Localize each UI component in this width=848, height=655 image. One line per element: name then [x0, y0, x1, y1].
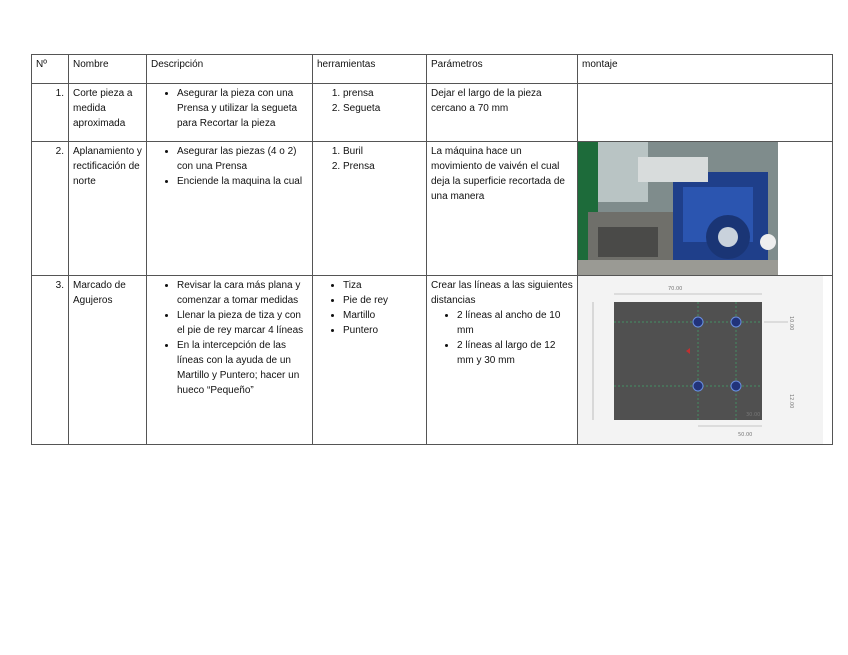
list-item: • Asegurar la pieza con una Prensa y utilizar la segueta para Recortar la pieza — [177, 86, 308, 131]
list-item: • Asegurar las piezas (4 o 2) con una Prensa — [177, 144, 308, 174]
machine-photo — [578, 142, 778, 275]
header-no: Nº — [32, 55, 69, 84]
row-parametros — [427, 276, 578, 445]
dim-label: 30.00 — [746, 412, 761, 418]
technical-drawing — [578, 276, 823, 444]
table-row — [32, 84, 833, 142]
row-descripcion — [147, 276, 313, 445]
dim-label: 50.00 — [738, 432, 753, 438]
list-item: • Enciende la maquina la cual — [177, 174, 308, 189]
row-descripcion — [147, 84, 313, 142]
table-row — [32, 276, 833, 445]
row-herramientas — [313, 276, 427, 445]
list-item: 2. Prensa — [343, 159, 422, 174]
header-row — [32, 55, 833, 84]
row-nombre: Corte pieza a medida aproximada — [69, 84, 147, 142]
row-descripcion — [147, 142, 313, 276]
list-item: • Martillo — [343, 308, 422, 323]
row-nombre: Aplanamiento y rectificación de norte — [69, 142, 147, 276]
row-herramientas — [313, 84, 427, 142]
row-parametros: La máquina hace un movimiento de vaivén el cual deja la superficie recortada de una manera — [427, 142, 578, 276]
header-nombre: Nombre — [69, 55, 147, 84]
list-item: 1. prensa — [343, 86, 422, 101]
list-item: • 2 líneas al largo de 12 mm y 30 mm — [457, 338, 573, 368]
row-parametros: Dejar el largo de la pieza cercano a 70 mm — [427, 84, 578, 142]
table-row — [32, 142, 833, 276]
header-parametros: Parámetros — [427, 55, 578, 84]
list-item: • 2 líneas al ancho de 10 mm — [457, 308, 573, 338]
list-item: 1. Buril — [343, 144, 422, 159]
list-item: • En la intercepción de las líneas con la ayuda de un Martillo y Puntero; hacer un hueco “Pequeño” — [177, 338, 308, 398]
list-item: • Llenar la pieza de tiza y con el pie de rey marcar 4 líneas — [177, 308, 308, 338]
header-montaje: montaje — [578, 55, 833, 84]
list-item: • Revisar la cara más plana y comenzar a tomar medidas — [177, 278, 308, 308]
row-montaje — [578, 276, 833, 445]
list-item: • Pie de rey — [343, 293, 422, 308]
row-herramientas — [313, 142, 427, 276]
list-item: 2. Segueta — [343, 101, 422, 116]
dim-label: 70.00 — [668, 286, 683, 292]
row-number: 1. — [32, 84, 69, 142]
dim-label: 10.00 — [788, 316, 794, 331]
list-item: • Puntero — [343, 323, 422, 338]
row-number: 2. — [32, 142, 69, 276]
row-montaje — [578, 142, 833, 276]
parametros-intro: Crear las líneas a las siguientes distancias — [431, 280, 573, 306]
list-item: • Tiza — [343, 278, 422, 293]
dim-label: 12.00 — [788, 394, 794, 409]
row-nombre: Marcado de Agujeros — [69, 276, 147, 445]
row-montaje — [578, 84, 833, 142]
header-herramientas: herramientas — [313, 55, 427, 84]
header-descripcion: Descripción — [147, 55, 313, 84]
process-table — [31, 54, 833, 445]
row-number: 3. — [32, 276, 69, 445]
